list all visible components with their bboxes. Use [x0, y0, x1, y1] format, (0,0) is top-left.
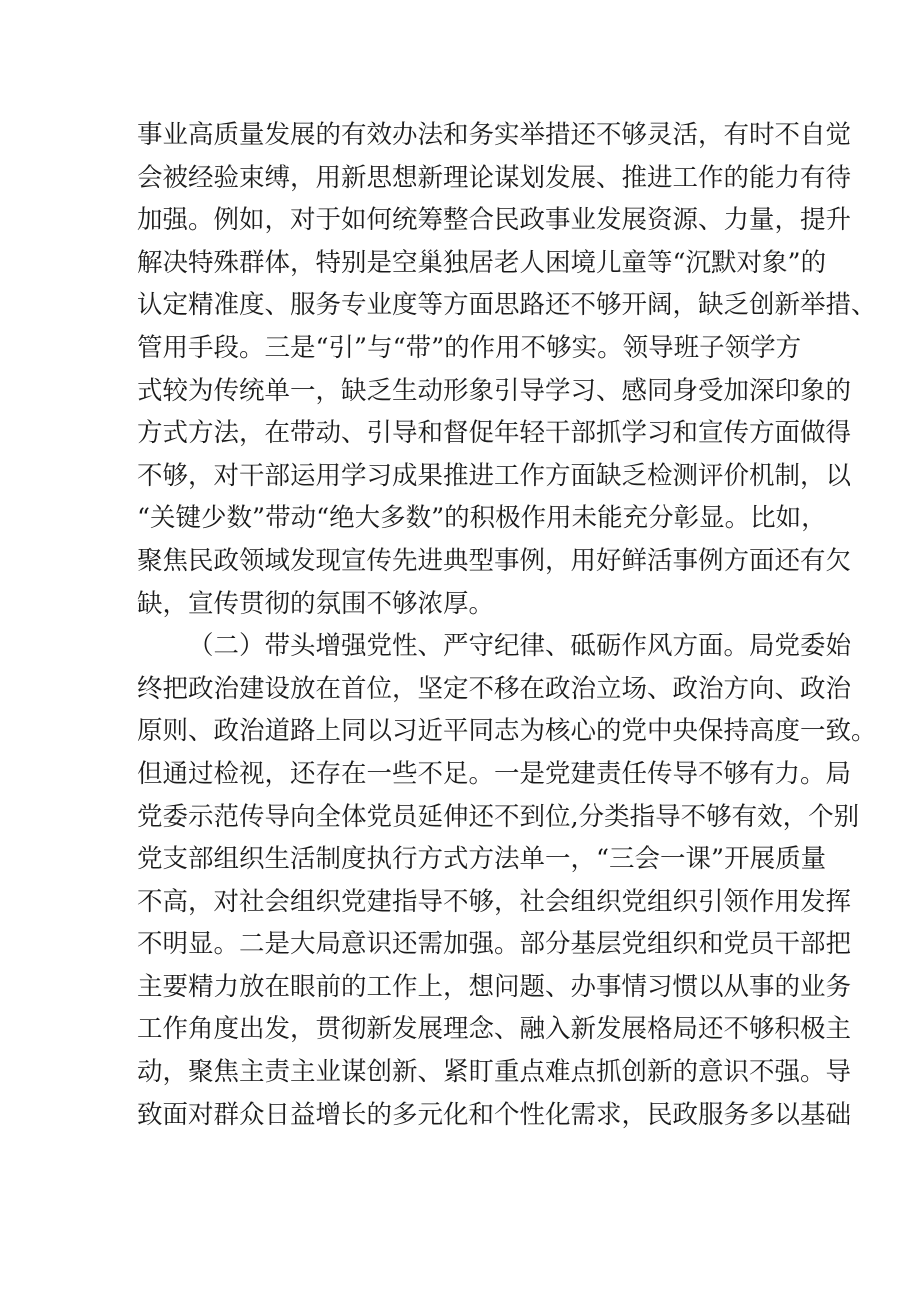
text-line: 事业高质量发展的有效办法和务实举措还不够灵活，有时不自觉: [137, 120, 852, 150]
text-line: 工作角度出发，贯彻新发展理念、融入新发展格局还不够积极主: [137, 1014, 852, 1045]
text-line: 党支部组织生活制度执行方式方法单一，“三会一课”开展质量: [137, 844, 827, 875]
text-line: 主要精力放在眼前的工作上，想问题、办事情习惯以从事的业务: [137, 971, 852, 1002]
text-line: 聚焦民政领域发现宣传先进典型事例，用好鲜活事例方面还有欠: [137, 545, 852, 576]
text-line: 式较为传统单一，缺乏生动形象引导学习、感同身受加深印象的: [137, 375, 852, 406]
text-line: 但通过检视，还存在一些不足。一是党建责任传导不够有力。局: [137, 758, 852, 789]
text-line: 致面对群众日益增长的多元化和个性化需求，民政服务多以基础: [137, 1099, 852, 1130]
text-line: 党委示范传导向全体党员延伸还不到位,分类指导不够有效，个别: [137, 801, 860, 832]
text-line: 认定精准度、服务专业度等方面思路还不够开阔，缺乏创新举措、: [137, 290, 877, 321]
text-line: 原则、政治道路上同以习近平同志为核心的党中央保持高度一致。: [137, 716, 877, 747]
text-line: 会被经验束缚，用新思想新理论谋划发展、推进工作的能力有待: [137, 162, 852, 193]
text-line: 不高，对社会组织党建指导不够，社会组织党组织引领作用发挥: [137, 886, 852, 917]
text-line: 终把政治建设放在首位，坚定不移在政治立场、政治方向、政治: [137, 673, 852, 704]
text-line: 加强。例如，对于如何统筹整合民政事业发展资源、力量，提升: [137, 205, 852, 236]
text-line: 方式方法，在带动、引导和督促年轻干部抓学习和宣传方面做得: [137, 418, 852, 449]
text-line: “关键少数”带动“绝大多数”的积极作用未能充分彰显。比如，: [137, 503, 827, 534]
paragraph-end-line: 缺，宣传贯彻的氛围不够浓厚。: [137, 588, 495, 619]
section-heading-line: （二）带头增强党性、严守纪律、砥砺作风方面。局党委始: [188, 631, 852, 662]
text-line: 不够，对干部运用学习成果推进工作方面缺乏检测评价机制，以: [137, 460, 852, 491]
text-line: 动，聚焦主责主业谋创新、紧盯重点难点抓创新的意识不强。导: [137, 1057, 852, 1088]
body-text: [137, 114, 877, 1136]
text-line: 不明显。二是大局意识还需加强。部分基层党组织和党员干部把: [137, 929, 852, 960]
text-line: 管用手段。三是“引”与“带”的作用不够实。领导班子领学方: [137, 332, 802, 363]
text-line: 解决特殊群体，特别是空巢独居老人困境儿童等“沉默对象”的: [137, 247, 827, 278]
